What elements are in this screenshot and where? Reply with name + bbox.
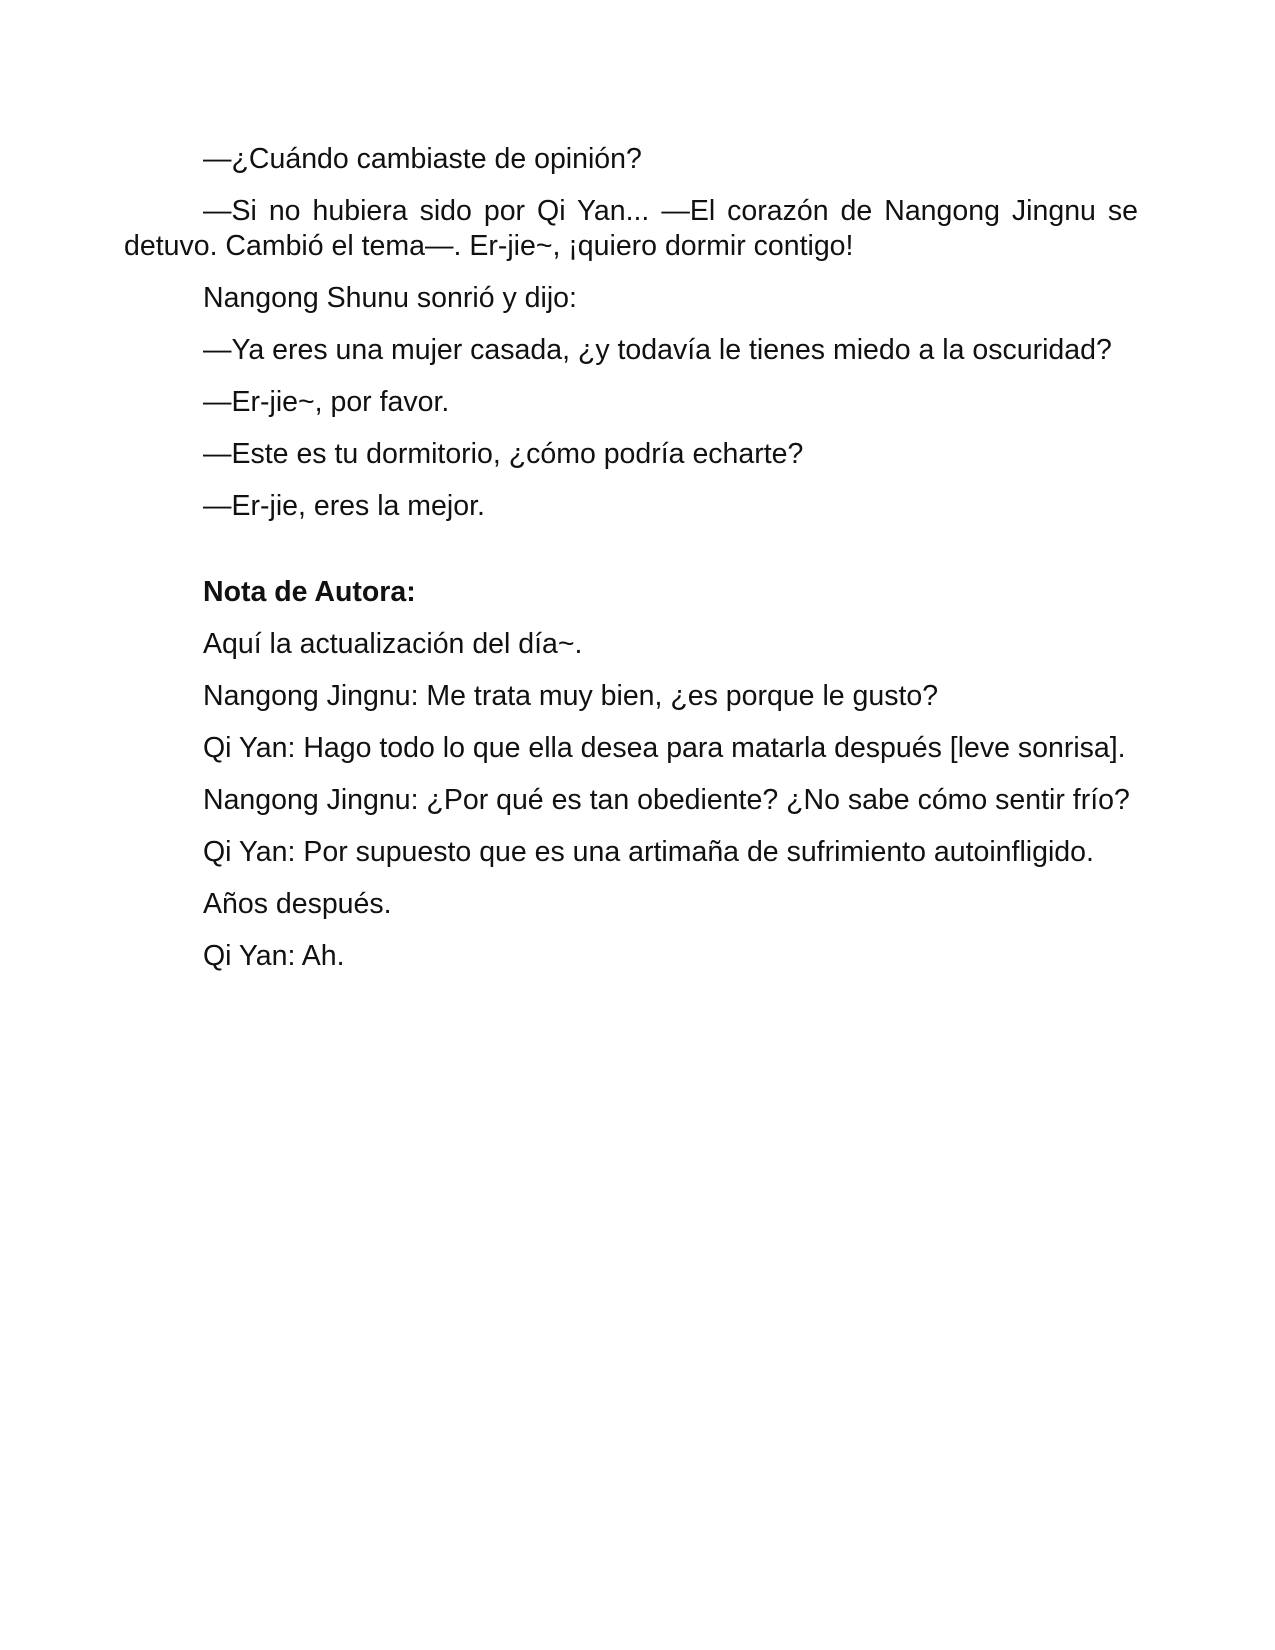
paragraph: —Ya eres una mujer casada, ¿y todavía le tienes miedo a la oscuridad?: [203, 334, 1112, 366]
document-page: [124, 142, 1138, 991]
section-gap: [124, 541, 1138, 575]
paragraph: —Er-jie~, por favor.: [203, 386, 450, 418]
author-note-paragraph: Qi Yan: Ah.: [203, 940, 345, 972]
paragraph: —¿Cuándo cambiaste de opinión?: [203, 143, 642, 175]
paragraph: Nangong Shunu sonrió y dijo:: [203, 282, 577, 314]
paragraph: —Si no hubiera sido por Qi Yan... —El corazón de Nangong Jingnu se detuvo. Cambió el tema—. Er-jie~, ¡quiero dormir contigo!: [124, 195, 1138, 262]
author-note-heading: Nota de Autora:: [203, 576, 416, 608]
paragraph: —Er-jie, eres la mejor.: [203, 490, 485, 522]
paragraph: —Este es tu dormitorio, ¿cómo podría echarte?: [203, 438, 804, 470]
author-note-paragraph: Años después.: [203, 888, 392, 920]
author-note-paragraph: Qi Yan: Hago todo lo que ella desea para matarla después [leve sonrisa].: [203, 732, 1126, 764]
author-note-paragraph: Aquí la actualización del día~.: [203, 628, 583, 660]
author-note-paragraph: Qi Yan: Por supuesto que es una artimaña de sufrimiento autoinfligido.: [203, 836, 1094, 868]
author-note-paragraph: Nangong Jingnu: Me trata muy bien, ¿es porque le gusto?: [203, 680, 939, 712]
author-note-paragraph: Nangong Jingnu: ¿Por qué es tan obediente? ¿No sabe cómo sentir frío?: [203, 784, 1130, 816]
